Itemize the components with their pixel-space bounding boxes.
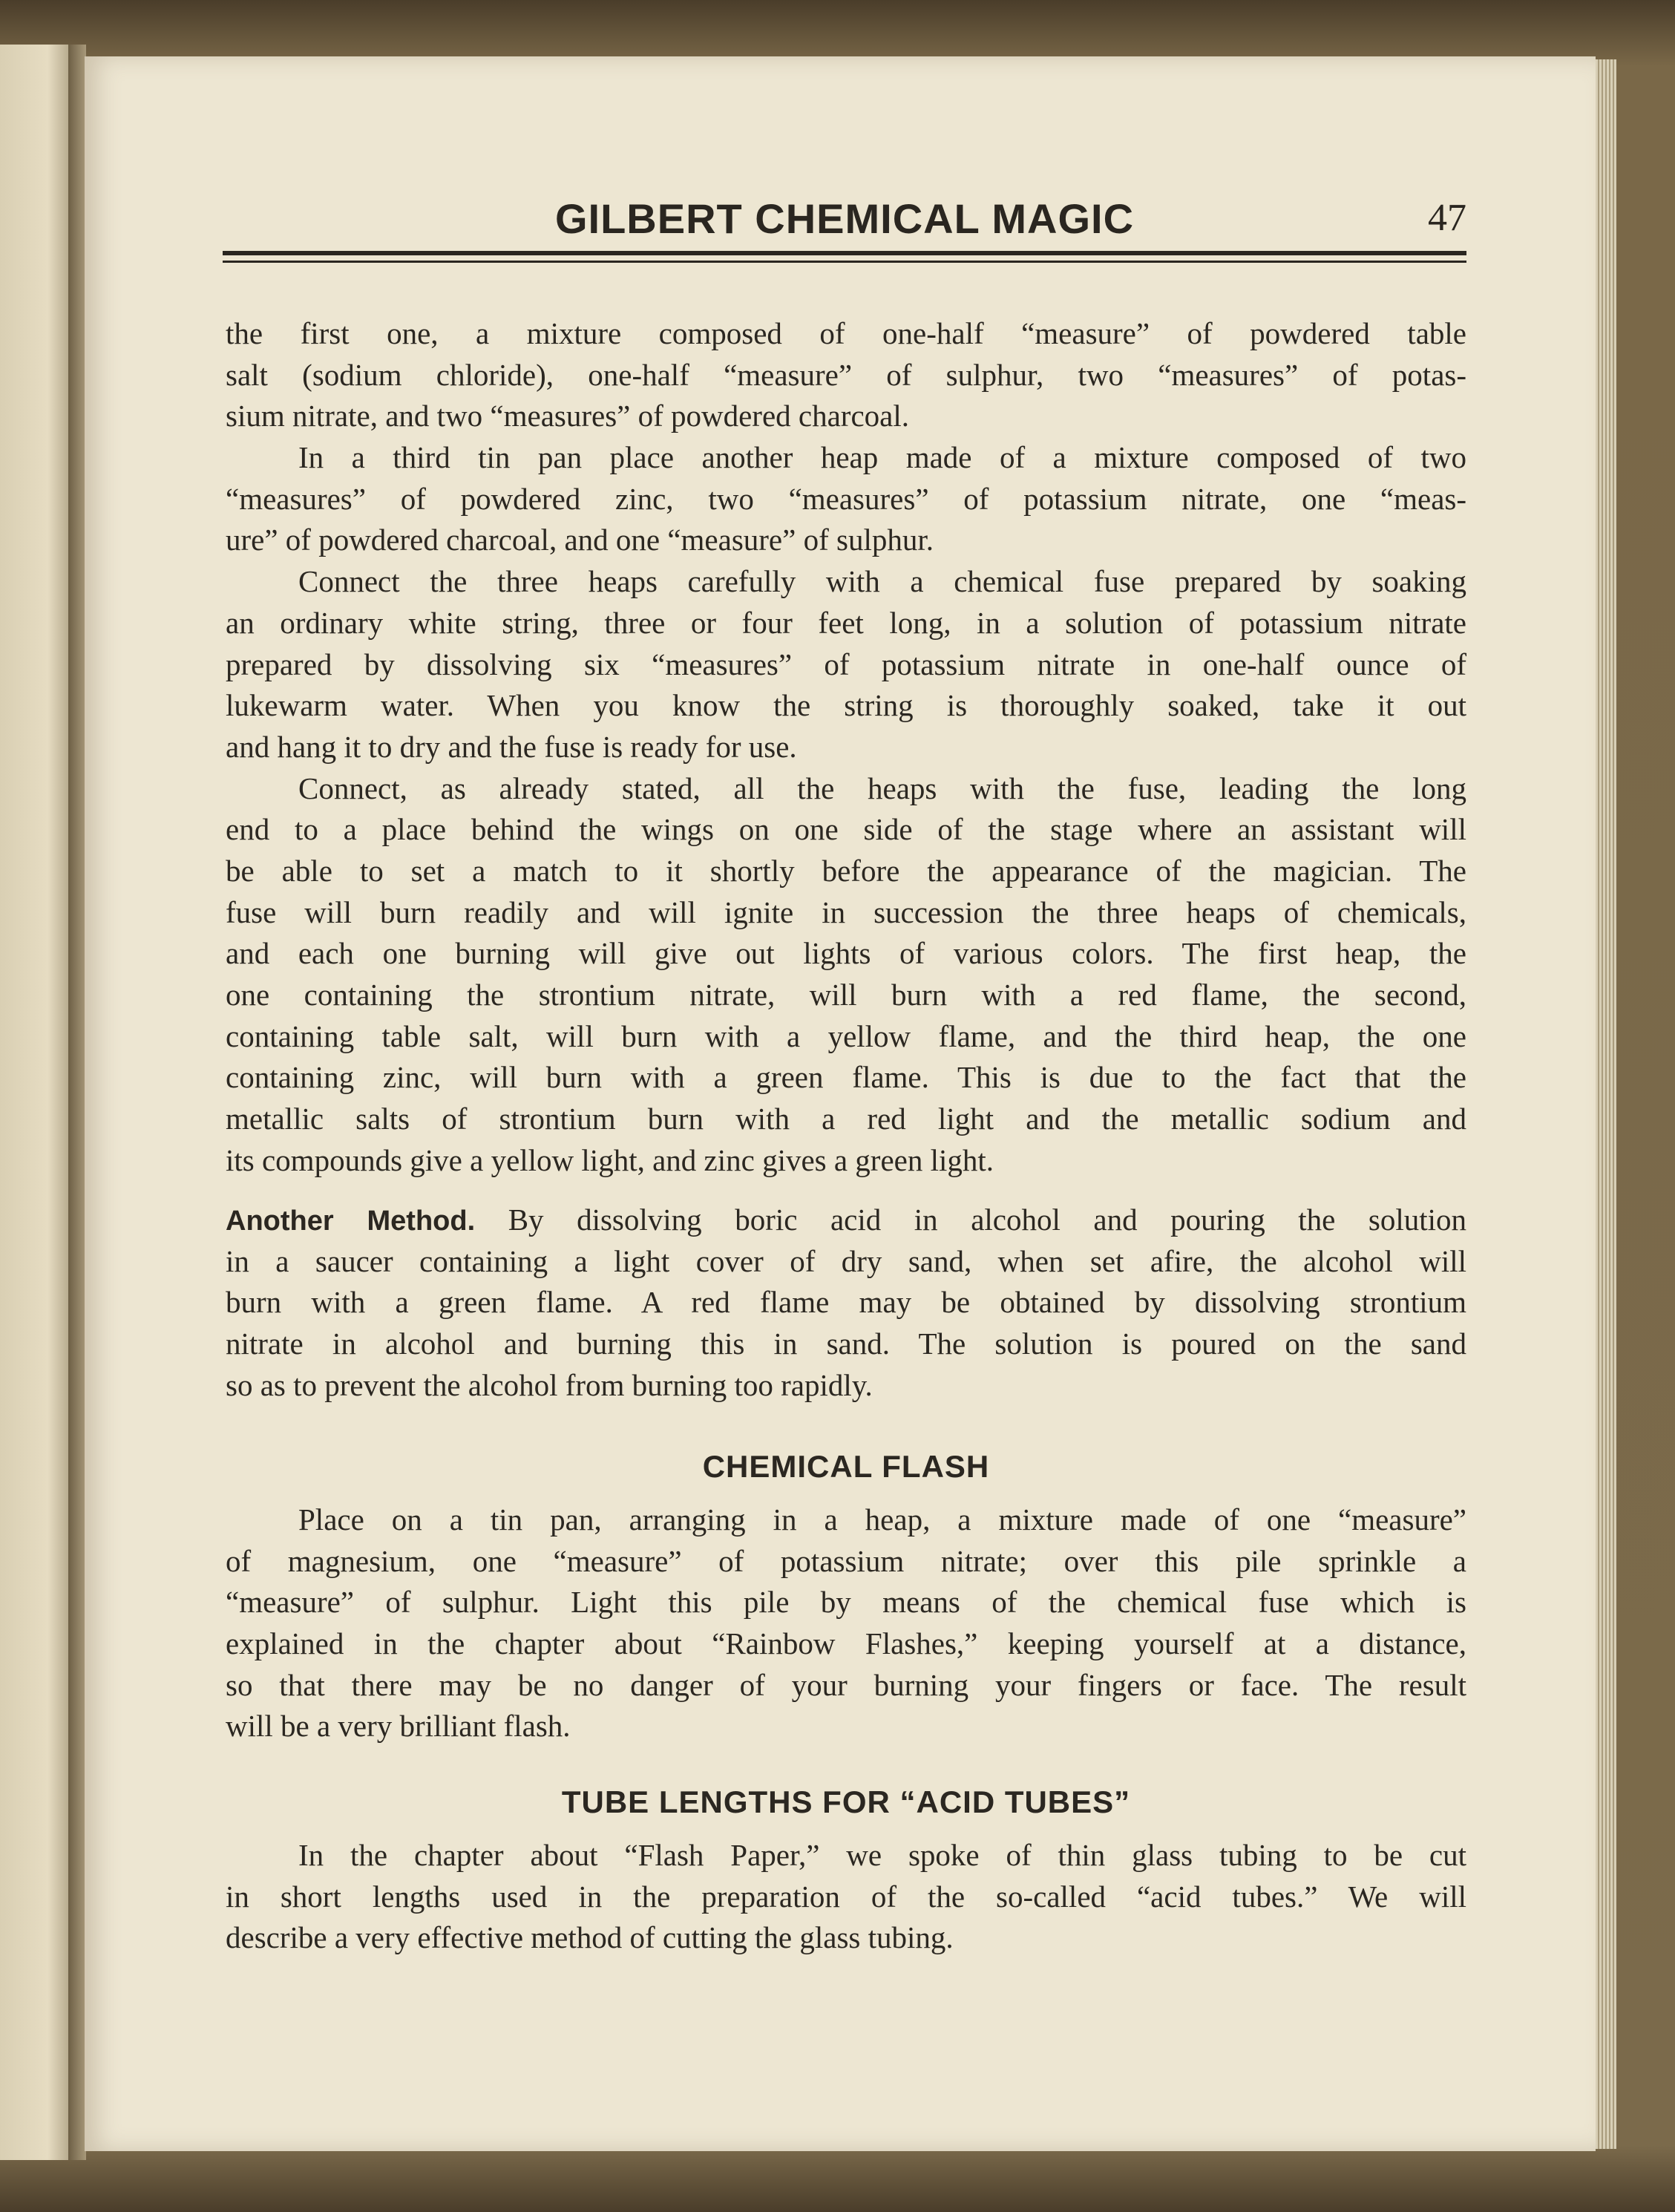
line-text: lukewarm water. When you know the string is thoroughly soaked, take it out xyxy=(226,688,1466,723)
running-header xyxy=(223,194,1466,254)
line-text: sium nitrate, and two “measures” of powdered charcoal. xyxy=(226,399,909,433)
text-line xyxy=(226,1016,1466,1058)
text-line xyxy=(226,1099,1466,1140)
page-number: 47 xyxy=(1428,197,1466,239)
text-line xyxy=(226,851,1466,892)
line-text: its compounds give a yellow light, and zinc gives a green light. xyxy=(226,1142,994,1177)
line-text: and each one burning will give out lights of various colors. The first heap, the xyxy=(226,936,1466,971)
text-line xyxy=(226,1582,1466,1623)
text-line xyxy=(226,933,1466,975)
line-text: of magnesium, one “measure” of potassium nitrate; over this pile sprinkle a xyxy=(226,1543,1466,1578)
text-line xyxy=(226,809,1466,851)
text-line xyxy=(226,355,1466,396)
text-line xyxy=(226,1365,1466,1407)
line-text: burn with a green flame. A red flame may be obtained by dissolving strontium xyxy=(226,1285,1466,1320)
line-text: Connect the three heaps carefully with a chemical fuse prepared by soaking xyxy=(298,564,1466,599)
text-line xyxy=(226,1323,1466,1365)
text-line xyxy=(226,1499,1466,1541)
book-gutter xyxy=(68,45,86,2160)
line-text: in a saucer containing a light cover of dry sand, when set afire, the alcohol will xyxy=(226,1243,1466,1278)
line-text: in short lengths used in the preparation of the so-called “acid tubes.” We will xyxy=(226,1879,1466,1914)
text-line xyxy=(226,1665,1466,1707)
chemical-flash-paragraph xyxy=(226,1499,1466,1747)
left-page-edge xyxy=(0,45,68,2160)
line-text: salt (sodium chloride), one-half “measure” of sulphur, two “measures” of potas- xyxy=(226,357,1466,392)
line-text: prepared by dissolving six “measures” of potassium nitrate in one-half ounce of xyxy=(226,647,1466,681)
text-line xyxy=(226,644,1466,686)
line-text: so as to prevent the alcohol from burning too rapidly. xyxy=(226,1367,873,1402)
header-rule-thin xyxy=(223,261,1466,263)
line-text: In the chapter about “Flash Paper,” we spoke of thin glass tubing to be cut xyxy=(298,1838,1466,1872)
text-line xyxy=(226,1140,1466,1182)
line-text: ure” of powdered charcoal, and one “measure” of sulphur. xyxy=(226,523,934,557)
another-method-paragraph xyxy=(226,1200,1466,1406)
text-line xyxy=(226,1541,1466,1583)
text-line xyxy=(226,437,1466,479)
text-line xyxy=(226,1200,1466,1241)
line-text: explained in the chapter about “Rainbow Flashes,” keeping yourself at a distance, xyxy=(226,1626,1466,1661)
text-line xyxy=(226,685,1466,727)
line-text: describe a very effective method of cutting the glass tubing. xyxy=(226,1920,954,1955)
text-line xyxy=(226,1282,1466,1323)
line-text: be able to set a match to it shortly before the appearance of the magician. The xyxy=(226,853,1466,888)
line-text: an ordinary white string, three or four feet long, in a solution of potassium nitrate xyxy=(226,605,1466,640)
line-text: By dissolving boric acid in alcohol and pouring the solution xyxy=(508,1202,1466,1237)
line-text: nitrate in alcohol and burning this in sand. The solution is poured on the sand xyxy=(226,1326,1466,1361)
text-line xyxy=(226,396,1466,437)
text-line xyxy=(226,520,1466,561)
line-text: “measures” of powdered zinc, two “measures” of potassium nitrate, one “meas- xyxy=(226,481,1466,516)
page-stack-edges xyxy=(1596,59,1616,2149)
text-line xyxy=(226,1057,1466,1099)
text-line xyxy=(226,561,1466,603)
line-text: “measure” of sulphur. Light this pile by means of the chemical fuse which is xyxy=(226,1585,1466,1620)
body-text-section-1 xyxy=(226,313,1466,1181)
text-line xyxy=(226,892,1466,934)
text-line xyxy=(226,1917,1466,1959)
line-text: Connect, as already stated, all the heaps with the fuse, leading the long xyxy=(298,770,1466,805)
section-heading-chemical-flash: CHEMICAL FLASH xyxy=(702,1449,990,1484)
line-text: will be a very brilliant flash. xyxy=(226,1709,571,1744)
run-in-heading: Another Method. xyxy=(226,1205,476,1237)
line-text: Place on a tin pan, arranging in a heap, a mixture made of one “measure” xyxy=(298,1502,1466,1537)
text-line xyxy=(226,1835,1466,1876)
text-line xyxy=(226,1623,1466,1665)
text-line xyxy=(226,1241,1466,1283)
text-line xyxy=(226,1706,1466,1747)
text-line xyxy=(226,768,1466,810)
text-line xyxy=(226,313,1466,355)
text-line xyxy=(226,479,1466,520)
line-text: containing zinc, will burn with a green flame. This is due to the fact that the xyxy=(226,1060,1466,1095)
header-rule-thick xyxy=(223,251,1466,255)
text-line xyxy=(226,727,1466,768)
running-title: GILBERT CHEMICAL MAGIC xyxy=(554,195,1135,242)
section-heading-tube-lengths: TUBE LENGTHS FOR “ACID TUBES” xyxy=(561,1784,1131,1819)
line-text: so that there may be no danger of your burning your fingers or face. The result xyxy=(226,1667,1466,1702)
text-line xyxy=(226,603,1466,644)
tube-lengths-paragraph xyxy=(226,1835,1466,1959)
line-text: fuse will burn readily and will ignite in succession the three heaps of chemicals, xyxy=(226,894,1466,929)
line-text: the first one, a mixture composed of one-half “measure” of powdered table xyxy=(226,316,1466,350)
text-line xyxy=(226,1876,1466,1918)
line-text: metallic salts of strontium burn with a red light and the metallic sodium and xyxy=(226,1102,1466,1136)
text-line xyxy=(226,975,1466,1016)
line-text: one containing the strontium nitrate, will burn with a red flame, the second, xyxy=(226,978,1466,1012)
line-text: containing table salt, will burn with a yellow flame, and the third heap, the one xyxy=(226,1018,1466,1053)
line-text: and hang it to dry and the fuse is ready for use. xyxy=(226,729,797,764)
line-text: In a third tin pan place another heap made of a mixture composed of two xyxy=(298,440,1466,475)
line-text: end to a place behind the wings on one side of the stage where an assistant will xyxy=(226,812,1466,847)
